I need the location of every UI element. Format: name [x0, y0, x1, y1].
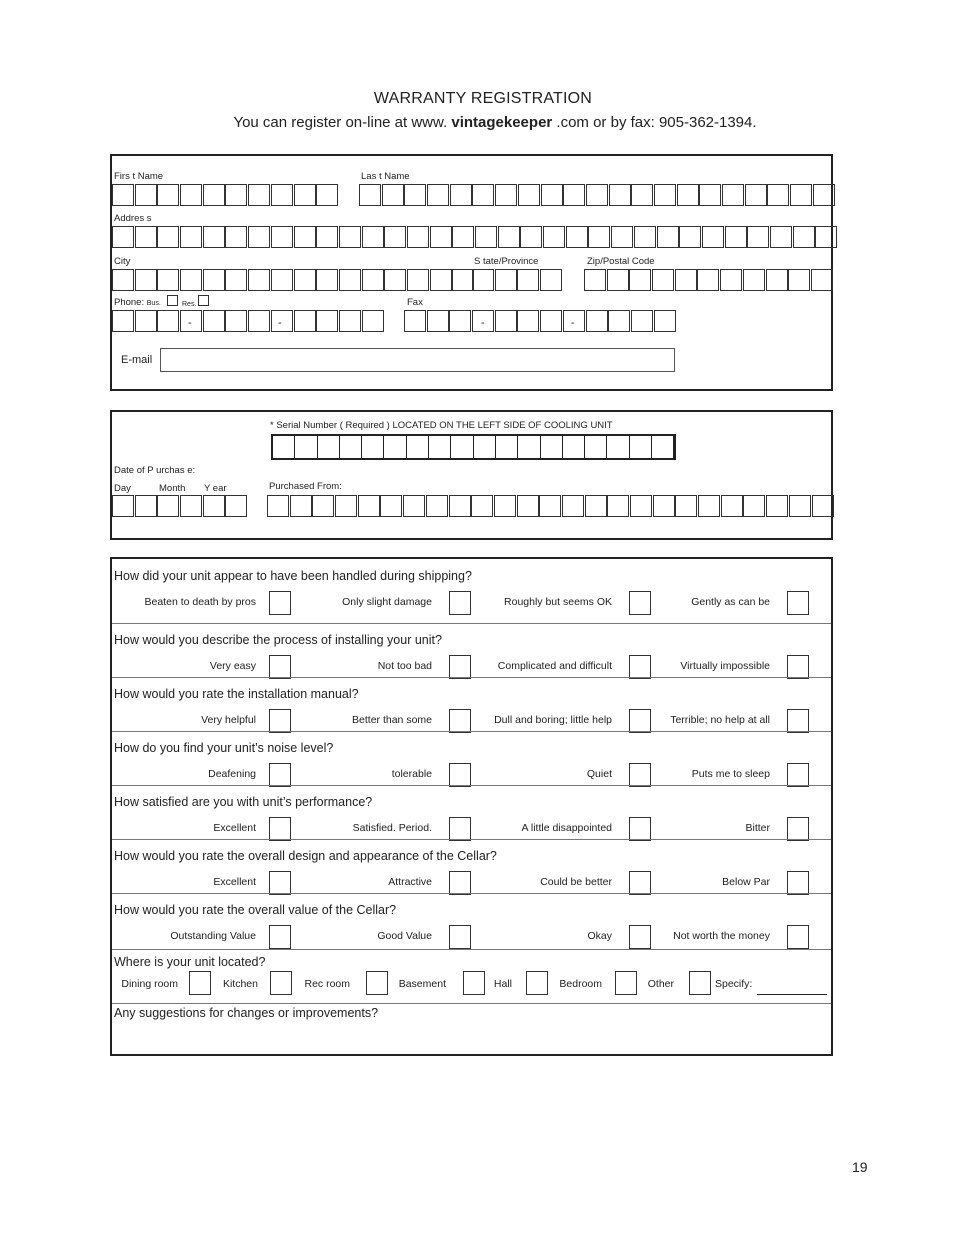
survey-question: How would you rate the installation manual?	[114, 687, 359, 701]
survey-option-label: Puts me to sleep	[691, 768, 770, 780]
email-label: E-mail	[121, 354, 153, 366]
survey-option-checkbox[interactable]	[629, 763, 651, 787]
purchased-from-cell[interactable]	[290, 495, 312, 517]
serial-cell[interactable]	[496, 436, 518, 458]
phone-label	[114, 297, 161, 308]
purchased-from-cell[interactable]	[267, 495, 289, 517]
res-checkbox[interactable]	[198, 295, 209, 306]
form-subtitle	[0, 114, 954, 131]
survey-option-checkbox[interactable]	[629, 655, 651, 679]
survey-option-label: Bitter	[745, 822, 770, 834]
survey-option-checkbox[interactable]	[269, 871, 291, 895]
date-of-purchase-label: Date of P urchas e:	[114, 465, 196, 476]
address-cell[interactable]	[362, 226, 384, 248]
serial-cell[interactable]	[474, 436, 496, 458]
address-cell[interactable]	[657, 226, 679, 248]
address-cell[interactable]	[498, 226, 520, 248]
survey-option-checkbox[interactable]	[629, 709, 651, 733]
survey-option-label: Terrible; no help at all	[670, 714, 770, 726]
last-name-cell[interactable]	[359, 184, 381, 206]
phone-cell[interactable]	[339, 310, 361, 332]
serial-cell[interactable]	[585, 436, 607, 458]
purchased-from-cell[interactable]	[403, 495, 425, 517]
zip-label: Zip/Postal Code	[587, 256, 655, 267]
phone-cell[interactable]	[316, 310, 338, 332]
suggestions-label: Any suggestions for changes or improvements?	[114, 1006, 379, 1020]
zip-cell[interactable]	[720, 269, 742, 291]
serial-cell[interactable]	[630, 436, 652, 458]
first-name-cell[interactable]	[112, 184, 134, 206]
address-cell[interactable]	[157, 226, 179, 248]
address-cell[interactable]	[566, 226, 588, 248]
state-field[interactable]	[472, 269, 563, 291]
first-name-cell[interactable]	[203, 184, 225, 206]
specify-label: Specify:	[715, 978, 753, 990]
purchased-from-cell[interactable]	[562, 495, 584, 517]
first-name-cell[interactable]	[271, 184, 293, 206]
city-cell[interactable]	[203, 269, 225, 291]
date-cell[interactable]	[225, 495, 247, 517]
phone-cell[interactable]	[362, 310, 384, 332]
last-name-cell[interactable]	[813, 184, 835, 206]
location-option-checkbox[interactable]	[189, 971, 211, 995]
location-option-label: Rec room	[304, 978, 350, 990]
phone-cell[interactable]	[135, 310, 157, 332]
address-cell[interactable]	[543, 226, 565, 248]
survey-option-label: Excellent	[213, 822, 256, 834]
purchased-from-cell[interactable]	[426, 495, 448, 517]
survey-option-checkbox[interactable]	[269, 817, 291, 841]
survey-option-checkbox[interactable]	[629, 591, 651, 615]
purchased-from-cell[interactable]	[675, 495, 697, 517]
survey-option-label: Satisfied. Period.	[352, 822, 432, 834]
serial-cell[interactable]	[429, 436, 451, 458]
fax-cell[interactable]	[608, 310, 630, 332]
phone-cell[interactable]	[203, 310, 225, 332]
first-name-field[interactable]	[112, 184, 339, 206]
purchase-section	[110, 410, 833, 540]
first-name-cell[interactable]	[225, 184, 247, 206]
purchased-from-cell[interactable]	[812, 495, 834, 517]
survey-option-checkbox[interactable]	[269, 709, 291, 733]
serial-number-field[interactable]	[271, 434, 676, 460]
location-option-checkbox[interactable]	[526, 971, 548, 995]
fax-label: Fax	[407, 297, 423, 308]
fax-cell[interactable]	[495, 310, 517, 332]
date-cell[interactable]	[135, 495, 157, 517]
phone-cell[interactable]	[157, 310, 179, 332]
address-cell[interactable]	[520, 226, 542, 248]
survey-option-checkbox[interactable]	[269, 591, 291, 615]
survey-question: How would you describe the process of installing your unit?	[114, 633, 442, 647]
last-name-cell[interactable]	[790, 184, 812, 206]
subtitle-pre: You can register on-line at www.	[233, 114, 448, 131]
survey-option-checkbox[interactable]	[449, 871, 471, 895]
row-divider	[112, 839, 831, 840]
purchased-from-field[interactable]	[267, 495, 834, 517]
state-cell[interactable]	[495, 269, 517, 291]
serial-cell[interactable]	[318, 436, 340, 458]
survey-option-checkbox[interactable]	[787, 655, 809, 679]
zip-cell[interactable]	[629, 269, 651, 291]
zip-cell[interactable]	[652, 269, 674, 291]
city-cell[interactable]	[112, 269, 134, 291]
survey-question: How would you rate the overall design and appearance of the Cellar?	[114, 849, 497, 863]
location-option-checkbox[interactable]	[689, 971, 711, 995]
survey-option-label: Virtually impossible	[680, 660, 770, 672]
purchased-from-cell[interactable]	[312, 495, 334, 517]
address-cell[interactable]	[271, 226, 293, 248]
serial-cell[interactable]	[295, 436, 317, 458]
city-cell[interactable]	[180, 269, 202, 291]
first-name-cell[interactable]	[248, 184, 270, 206]
survey-option-checkbox[interactable]	[629, 817, 651, 841]
survey-question: Where is your unit located?	[114, 955, 266, 969]
address-cell[interactable]	[430, 226, 452, 248]
first-name-cell[interactable]	[157, 184, 179, 206]
form-title: WARRANTY REGISTRATION	[373, 90, 593, 107]
address-label: Addres s	[114, 213, 152, 224]
address-cell[interactable]	[725, 226, 747, 248]
last-name-cell[interactable]	[631, 184, 653, 206]
suggestions-field[interactable]	[112, 1023, 831, 1054]
state-cell[interactable]	[540, 269, 562, 291]
zip-field[interactable]	[584, 269, 834, 291]
survey-option-label: Complicated and difficult	[497, 660, 612, 672]
last-name-cell[interactable]	[609, 184, 631, 206]
survey-option-checkbox[interactable]	[449, 709, 471, 733]
last-name-cell[interactable]	[495, 184, 517, 206]
last-name-cell[interactable]	[767, 184, 789, 206]
last-name-cell[interactable]	[654, 184, 676, 206]
serial-cell[interactable]	[340, 436, 362, 458]
purchased-from-cell[interactable]	[335, 495, 357, 517]
address-cell[interactable]	[248, 226, 270, 248]
month-label: Month	[159, 483, 186, 494]
survey-option-checkbox[interactable]	[787, 763, 809, 787]
address-cell[interactable]	[793, 226, 815, 248]
address-cell[interactable]	[294, 226, 316, 248]
zip-cell[interactable]	[743, 269, 765, 291]
location-option-checkbox[interactable]	[366, 971, 388, 995]
survey-option-label: Not too bad	[377, 660, 432, 672]
survey-option-checkbox[interactable]	[787, 709, 809, 733]
city-cell[interactable]	[294, 269, 316, 291]
survey-option-label: Gently as can be	[691, 596, 770, 608]
phone-cell[interactable]	[294, 310, 316, 332]
city-field[interactable]	[112, 269, 475, 291]
last-name-cell[interactable]	[450, 184, 472, 206]
zip-cell[interactable]	[697, 269, 719, 291]
survey-option-label: Attractive	[388, 876, 432, 888]
address-cell[interactable]	[475, 226, 497, 248]
address-cell[interactable]	[384, 226, 406, 248]
city-label: City	[114, 256, 131, 267]
survey-option-checkbox[interactable]	[269, 763, 291, 787]
survey-option-label: Could be better	[540, 876, 612, 888]
survey-option-label: Okay	[587, 930, 612, 942]
address-cell[interactable]	[407, 226, 429, 248]
survey-section	[110, 557, 833, 1056]
last-name-cell[interactable]	[472, 184, 494, 206]
specify-field[interactable]	[757, 994, 827, 995]
city-cell[interactable]	[271, 269, 293, 291]
first-name-cell[interactable]	[135, 184, 157, 206]
survey-option-label: Dull and boring; little help	[494, 714, 612, 726]
fax-dash-2: -	[571, 317, 575, 329]
survey-option-label: Below Par	[722, 876, 770, 888]
fax-cell[interactable]	[586, 310, 608, 332]
address-field[interactable]	[112, 226, 838, 248]
last-name-cell[interactable]	[677, 184, 699, 206]
address-cell[interactable]	[112, 226, 134, 248]
purchased-from-cell[interactable]	[789, 495, 811, 517]
survey-option-label: A little disappointed	[521, 822, 612, 834]
email-field[interactable]	[160, 348, 675, 372]
serial-cell[interactable]	[607, 436, 629, 458]
purchased-from-cell[interactable]	[517, 495, 539, 517]
phone-cell[interactable]	[248, 310, 270, 332]
survey-question: How did your unit appear to have been handled during shipping?	[114, 569, 472, 583]
survey-option-checkbox[interactable]	[449, 925, 471, 949]
city-cell[interactable]	[384, 269, 406, 291]
survey-option-label: tolerable	[391, 768, 432, 780]
phone-field[interactable]	[112, 310, 384, 332]
address-cell[interactable]	[225, 226, 247, 248]
last-name-cell[interactable]	[427, 184, 449, 206]
survey-option-label: Good Value	[377, 930, 432, 942]
serial-cell[interactable]	[362, 436, 384, 458]
location-option-label: Hall	[493, 978, 512, 990]
serial-cell[interactable]	[652, 436, 674, 458]
address-cell[interactable]	[702, 226, 724, 248]
address-cell[interactable]	[588, 226, 610, 248]
row-divider	[112, 1003, 831, 1004]
last-name-cell[interactable]	[404, 184, 426, 206]
date-cell[interactable]	[112, 495, 134, 517]
survey-question: How would you rate the overall value of the Cellar?	[114, 903, 397, 917]
fax-cell[interactable]	[654, 310, 676, 332]
survey-option-label: Very easy	[209, 660, 256, 672]
purchased-from-cell[interactable]	[630, 495, 652, 517]
serial-cell[interactable]	[384, 436, 406, 458]
fax-cell[interactable]	[404, 310, 426, 332]
city-cell[interactable]	[430, 269, 452, 291]
row-divider	[112, 731, 831, 732]
survey-option-label: Excellent	[213, 876, 256, 888]
last-name-cell[interactable]	[745, 184, 767, 206]
survey-option-checkbox[interactable]	[449, 591, 471, 615]
date-cell[interactable]	[203, 495, 225, 517]
row-divider	[112, 893, 831, 894]
last-name-cell[interactable]	[722, 184, 744, 206]
purchased-from-cell[interactable]	[380, 495, 402, 517]
date-cell[interactable]	[157, 495, 179, 517]
purchased-from-cell[interactable]	[766, 495, 788, 517]
purchased-from-cell[interactable]	[585, 495, 607, 517]
subtitle-post: .com or by fax: 905-362-1394.	[556, 114, 757, 131]
survey-option-label: Very helpful	[201, 714, 256, 726]
first-name-cell[interactable]	[294, 184, 316, 206]
address-cell[interactable]	[203, 226, 225, 248]
zip-cell[interactable]	[811, 269, 833, 291]
zip-cell[interactable]	[766, 269, 788, 291]
bus-label: Bus.	[146, 300, 161, 307]
survey-question: How do you find your unit’s noise level?	[114, 741, 334, 755]
date-cell[interactable]	[180, 495, 202, 517]
first-name-label: Firs t Name	[114, 171, 164, 182]
purchased-from-cell[interactable]	[471, 495, 493, 517]
location-option-checkbox[interactable]	[615, 971, 637, 995]
survey-option-label: Quiet	[586, 768, 612, 780]
row-divider	[112, 677, 831, 678]
survey-option-checkbox[interactable]	[449, 817, 471, 841]
location-option-label: Kitchen	[222, 978, 258, 990]
phone-dash-1: -	[188, 317, 192, 329]
address-cell[interactable]	[339, 226, 361, 248]
address-cell[interactable]	[611, 226, 633, 248]
purchased-from-cell[interactable]	[449, 495, 471, 517]
city-cell[interactable]	[452, 269, 474, 291]
address-cell[interactable]	[452, 226, 474, 248]
city-cell[interactable]	[407, 269, 429, 291]
address-cell[interactable]	[679, 226, 701, 248]
purchased-from-cell[interactable]	[539, 495, 561, 517]
purchased-from-cell[interactable]	[743, 495, 765, 517]
zip-cell[interactable]	[788, 269, 810, 291]
survey-option-checkbox[interactable]	[787, 591, 809, 615]
last-name-field[interactable]	[359, 184, 835, 206]
survey-option-checkbox[interactable]	[269, 655, 291, 679]
city-cell[interactable]	[157, 269, 179, 291]
last-name-cell[interactable]	[563, 184, 585, 206]
purchased-from-cell[interactable]	[607, 495, 629, 517]
survey-option-checkbox[interactable]	[629, 871, 651, 895]
survey-option-label: Roughly but seems OK	[504, 596, 612, 608]
survey-option-label: Beaten to death by pros	[144, 596, 256, 608]
survey-option-checkbox[interactable]	[787, 925, 809, 949]
city-cell[interactable]	[225, 269, 247, 291]
purchased-from-cell[interactable]	[494, 495, 516, 517]
state-cell[interactable]	[517, 269, 539, 291]
location-option-checkbox[interactable]	[270, 971, 292, 995]
survey-option-label: Outstanding Value	[170, 930, 256, 942]
first-name-cell[interactable]	[316, 184, 338, 206]
survey-option-checkbox[interactable]	[787, 817, 809, 841]
serial-cell[interactable]	[273, 436, 295, 458]
day-label: Day	[114, 483, 131, 494]
fax-dash-1: -	[481, 317, 485, 329]
row-divider	[112, 949, 831, 950]
last-name-cell[interactable]	[586, 184, 608, 206]
purchased-from-label: Purchased From:	[269, 481, 342, 492]
last-name-cell[interactable]	[382, 184, 404, 206]
survey-option-checkbox[interactable]	[787, 871, 809, 895]
survey-option-checkbox[interactable]	[269, 925, 291, 949]
fax-field[interactable]	[404, 310, 676, 332]
address-cell[interactable]	[180, 226, 202, 248]
serial-cell[interactable]	[451, 436, 473, 458]
serial-cell[interactable]	[541, 436, 563, 458]
last-name-cell[interactable]	[541, 184, 563, 206]
year-label: Y ear	[204, 483, 227, 494]
survey-question: How satisfied are you with unit’s performance?	[114, 795, 373, 809]
state-cell[interactable]	[472, 269, 494, 291]
subtitle-brand: vintagekeeper	[451, 114, 553, 131]
state-label: S tate/Province	[474, 256, 539, 267]
fax-cell[interactable]	[427, 310, 449, 332]
city-cell[interactable]	[339, 269, 361, 291]
row-divider	[112, 623, 831, 624]
address-cell[interactable]	[770, 226, 792, 248]
location-option-label: Dining room	[121, 978, 178, 990]
survey-option-label: Not worth the money	[673, 930, 770, 942]
fax-cell[interactable]	[631, 310, 653, 332]
survey-option-checkbox[interactable]	[629, 925, 651, 949]
contact-section	[110, 154, 833, 391]
survey-option-checkbox[interactable]	[449, 655, 471, 679]
address-cell[interactable]	[815, 226, 837, 248]
serial-cell[interactable]	[563, 436, 585, 458]
survey-option-label: Only slight damage	[342, 596, 432, 608]
survey-option-label: Better than some	[352, 714, 432, 726]
address-cell[interactable]	[747, 226, 769, 248]
address-cell[interactable]	[634, 226, 656, 248]
survey-option-checkbox[interactable]	[449, 763, 471, 787]
last-name-label: Las t Name	[361, 171, 410, 182]
purchased-from-cell[interactable]	[721, 495, 743, 517]
last-name-cell[interactable]	[699, 184, 721, 206]
first-name-cell[interactable]	[180, 184, 202, 206]
fax-cell[interactable]	[449, 310, 471, 332]
serial-cell[interactable]	[518, 436, 540, 458]
serial-label: * Serial Number ( Required ) LOCATED ON THE LEFT SIDE OF COOLING UNIT	[270, 420, 613, 431]
phone-cell[interactable]	[112, 310, 134, 332]
phone-label-text: Phone:	[114, 297, 145, 308]
location-option-label: Other	[647, 978, 674, 990]
city-cell[interactable]	[362, 269, 384, 291]
address-cell[interactable]	[135, 226, 157, 248]
city-cell[interactable]	[316, 269, 338, 291]
address-cell[interactable]	[316, 226, 338, 248]
serial-cell[interactable]	[407, 436, 429, 458]
page-number: 19	[852, 1159, 868, 1175]
purchased-from-cell[interactable]	[698, 495, 720, 517]
survey-option-label: Deafening	[208, 768, 256, 780]
phone-cell[interactable]	[225, 310, 247, 332]
zip-cell[interactable]	[675, 269, 697, 291]
purchased-from-cell[interactable]	[358, 495, 380, 517]
bus-checkbox[interactable]	[167, 295, 178, 306]
row-divider	[112, 785, 831, 786]
fax-cell[interactable]	[517, 310, 539, 332]
zip-cell[interactable]	[607, 269, 629, 291]
city-cell[interactable]	[248, 269, 270, 291]
date-field[interactable]	[112, 495, 248, 517]
location-option-label: Basement	[398, 978, 446, 990]
location-option-label: Bedroom	[559, 978, 602, 990]
phone-dash-2: -	[278, 317, 282, 329]
city-cell[interactable]	[135, 269, 157, 291]
res-label: Res.	[182, 301, 197, 308]
fax-cell[interactable]	[540, 310, 562, 332]
location-option-checkbox[interactable]	[463, 971, 485, 995]
last-name-cell[interactable]	[518, 184, 540, 206]
purchased-from-cell[interactable]	[653, 495, 675, 517]
zip-cell[interactable]	[584, 269, 606, 291]
